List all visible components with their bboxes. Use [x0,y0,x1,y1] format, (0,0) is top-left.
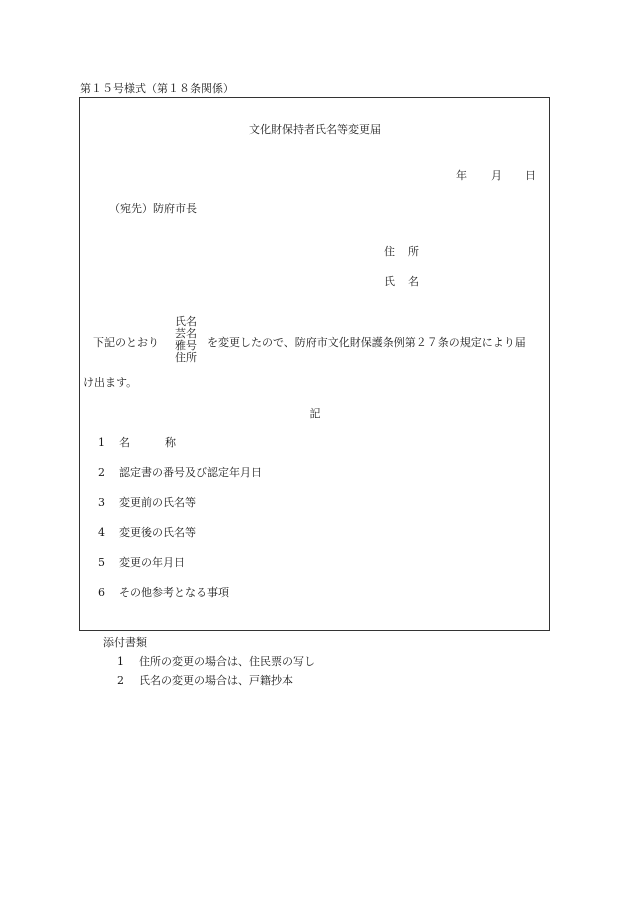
option-pen-name: 雅号 [175,339,197,352]
item-5-number: 5 [98,556,105,569]
recipient: （宛先）防府市長 [109,202,197,215]
attachment-2-text: 氏名の変更の場合は、戸籍抄本 [139,674,293,687]
date-day-label: 日 [525,169,536,182]
body-text-prefix: 下記のとおり [93,336,159,349]
address-label-second-char: 所 [408,245,419,258]
form-frame [79,97,550,631]
option-stage-name: 芸名 [175,327,197,340]
item-3-number: 3 [98,496,105,509]
item-1-label-first-char: 名 [119,436,130,449]
attachment-1-number: 1 [117,655,124,668]
document-title: 文化財保持者氏名等変更届 [249,123,381,136]
attachment-1-text: 住所の変更の場合は、住民票の写し [139,655,315,668]
item-5-label: 変更の年月日 [119,556,185,569]
item-6-number: 6 [98,586,105,599]
item-2-number: 2 [98,466,105,479]
option-address: 住所 [175,351,197,364]
address-label-first-char: 住 [384,245,395,258]
form-number: 第１５号様式（第１８条関係） [80,82,234,95]
date-month-label: 月 [491,169,502,182]
item-6-label: その他参考となる事項 [119,586,229,599]
item-1-number: 1 [98,436,105,449]
attachments-title: 添付書類 [103,636,147,649]
item-4-label: 変更後の氏名等 [119,526,196,539]
name-label-second-char: 名 [408,275,419,288]
item-2-label: 認定書の番号及び認定年月日 [119,466,262,479]
item-1-label-second-char: 称 [165,436,176,449]
changed-item-options [175,316,199,364]
ki-heading: 記 [309,407,321,420]
option-name: 氏名 [175,315,197,328]
body-text-continuation: け出ます。 [83,376,138,389]
name-label-first-char: 氏 [384,275,395,288]
item-3-label: 変更前の氏名等 [119,496,196,509]
body-text-suffix: を変更したので、防府市文化財保護条例第２７条の規定により届 [207,336,526,349]
item-4-number: 4 [98,526,105,539]
date-year-label: 年 [456,169,467,182]
attachment-2-number: 2 [117,674,124,687]
